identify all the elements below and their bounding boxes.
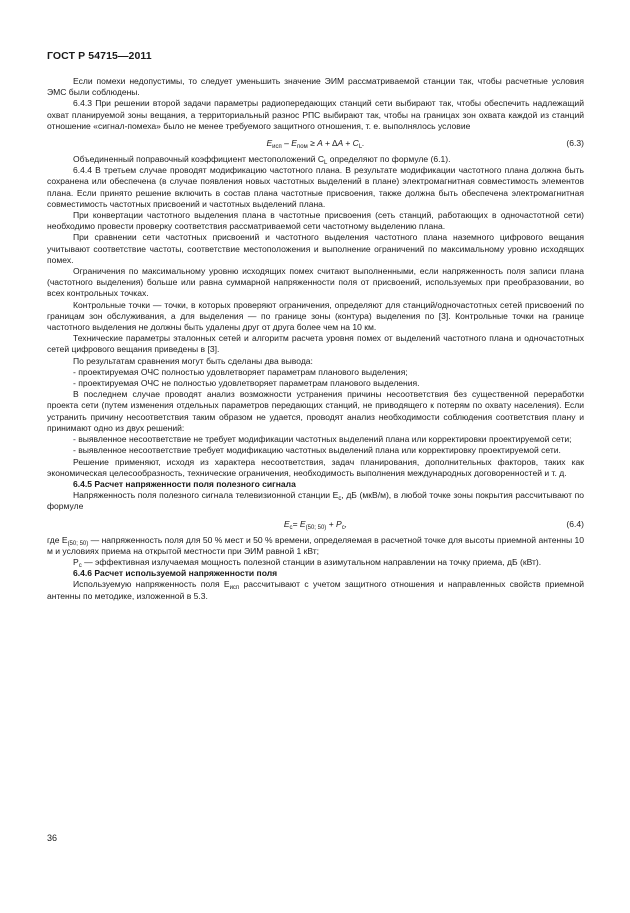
paragraph: 6.4.3 При решении второй задачи параметры радиопередающих станций сети выбирают так, чтобы обеспечить надлежащий охват планируемой зоны вещания, а территориальный разнос РПС выбирают так, чтобы на границах зон охвата каждой из станций отношение «сигнал-помеха» было не менее требуемого защитного отношения, т. е. выполнялось условие bbox=[47, 98, 584, 131]
document-header: ГОСТ Р 54715—2011 bbox=[47, 50, 152, 62]
section-heading-6-4-6: 6.4.6 Расчет используемой напряженности поля bbox=[73, 568, 278, 579]
paragraph: Ограничения по максимальному уровню исходящих помех считают выполненными, если напряженность поля записи плана (частотного выделения) больше или равна суммарной напряженности поля от присвоений, используемых при преобразовании, во всех контрольных точках. bbox=[47, 266, 584, 299]
formula-6-3 bbox=[47, 132, 584, 154]
paragraph: $P_c$ — эффективная излучаемая мощность полезной станции в азимутальном направлении на точку приема, дБ (кВт). bbox=[73, 556, 542, 569]
list-item: - проектируемая ОЧС полностью удовлетворяет параметрам планового выделения; bbox=[73, 366, 408, 377]
paragraph: Контрольные точки — точки, в которых проверяют ограничения, определяют для станций/одночастотных сетей присвоений по границам зон обслуживания, а для выделения — по границе зоны (контура) выделения по [3]. Контрольные точки на границе частотного выделения не должны быть удалены друг от друга более чем на 10 км. bbox=[47, 299, 584, 333]
paragraph: Используемую напряженность поля $E_{исп}$ рассчитывают с учетом защитного отношения и направленных свойств приемной антенны по методике, изложенной в 5.3. bbox=[47, 579, 584, 601]
formula-6-4 bbox=[47, 513, 584, 535]
paragraph: Объединенный поправочный коэффициент местоположений $C_L$ определяют по формуле (6.1). bbox=[73, 154, 451, 167]
paragraph: 6.4.4 В третьем случае проводят модификацию частотного плана. В результате модификации частотного плана должна быть сохранена или обеспечена (в случае появления новых частотных выделений в плане) электромагнитная совместимость элементов плана. Если принято решение включить в состав плана частотные присвоения, также должна быть обеспечена электромагнитная совместимость частотных присвоений и частотных выделений плана. bbox=[47, 165, 584, 209]
formula-expression: $E_{исп} - E_{пом} \ge A + \Delta A + C_L$. bbox=[266, 138, 365, 151]
paragraph: Напряженность поля полезного сигнала телевизионной станции $E_c$, дБ (мкВ/м), в любой точке зоны покрытия рассчитывают по формуле bbox=[47, 490, 584, 512]
list-item: - проектируемая ОЧС не полностью удовлетворяет параметрам планового выделения. bbox=[73, 378, 420, 389]
paragraph: При конвертации частотного выделения плана в частотные присвоения (сеть станций, работающих в одночастотной сети) необходимо провести проверку соответствия рассматриваемой сети частотному выделению плана. bbox=[47, 210, 584, 232]
section-heading-6-4-5: 6.4.5 Расчет напряженности поля полезного сигнала bbox=[73, 478, 296, 489]
page-number: 36 bbox=[47, 833, 58, 843]
list-item: - выявленное несоответствие требует модификацию частотных выделений плана или корректировку проектируемой сети. bbox=[73, 445, 561, 456]
paragraph: Если помехи недопустимы, то следует уменьшить значение ЭИМ рассматриваемой станции так, чтобы расчетные условия ЭМС были соблюдены. bbox=[47, 76, 584, 98]
formula-number: (6.3) bbox=[566, 138, 584, 149]
list-item: - выявленное несоответствие не требует модификации частотных выделений плана или корректировки проектируемой сети; bbox=[73, 434, 572, 445]
paragraph: В последнем случае проводят анализ возможности устранения причины несоответствия без существенной переработки проекта сети (путем изменения отдельных параметров передающих станций, не приводящего к потерям по охвату населения). Если устранить причину несоответствия таким образом не удается, проводят анализ необходимости соблюдения соответствия плану и принимают одно из двух решений: bbox=[47, 389, 584, 433]
formula-number: (6.4) bbox=[566, 518, 584, 529]
paragraph: По результатам сравнения могут быть сделаны два вывода: bbox=[73, 355, 313, 366]
formula-expression: $E_c= E_{(50; 50)} + P_c$, bbox=[283, 518, 348, 531]
paragraph: Технические параметры эталонных сетей и алгоритм расчета уровня помех от выделений частотного плана и одночастотных сетей цифрового вещания приведены в [3]. bbox=[47, 333, 584, 355]
document-body bbox=[47, 76, 584, 602]
paragraph-where: где $E_{(50; 50)}$ — напряженность поля для 50 % мест и 50 % времени, определяемая в расчетной точке для высоты приемной антенны 10 м и условиях приема на открытой местности при ЭИМ равной 1 кВт; bbox=[47, 534, 584, 556]
paragraph: Решение применяют, исходя из характера несоответствия, задач планирования, дополнительных факторов, таких как экономическая целесообразность, технические ограничения, необходимость выполнения международных договоренностей и т. д. bbox=[47, 456, 584, 478]
paragraph: При сравнении сети частотных присвоений и частотного выделения частотного плана наземного цифрового вещания учитывают соответствие частоты, соответствие местоположения и выполнение ограничений по максимальному уровню исходящих помех. bbox=[47, 232, 584, 265]
